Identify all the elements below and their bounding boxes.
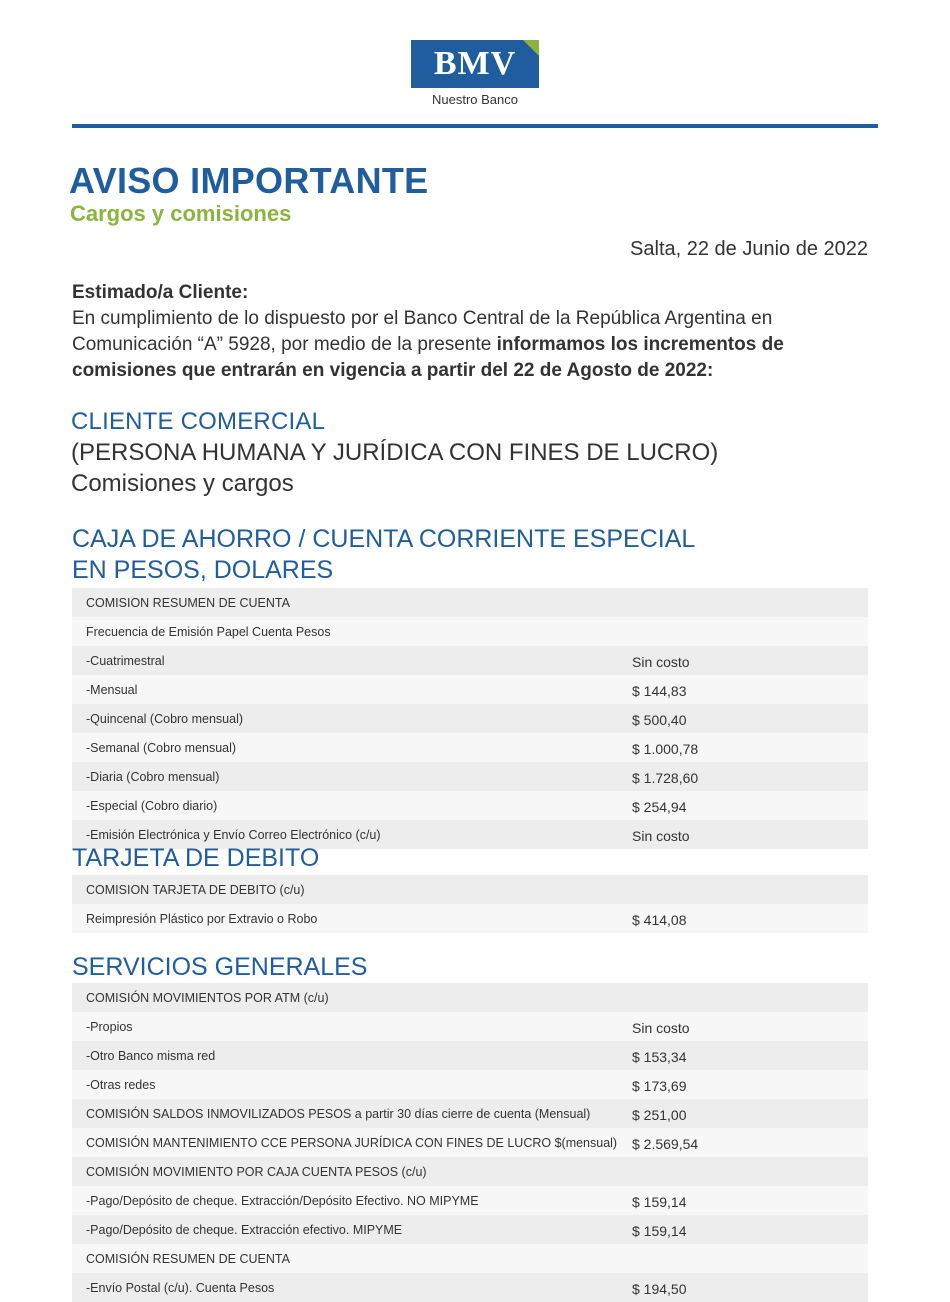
fee-row [72,983,868,1012]
fee-value: $ 1.728,60 [632,762,868,791]
fee-row [72,791,868,820]
fee-row [72,1099,868,1128]
logo-corner-triangle [523,40,539,56]
fee-label: COMISIÓN RESUMEN DE CUENTA [72,1244,632,1273]
section-title-servicios: SERVICIOS GENERALES [72,953,368,981]
fee-row [72,762,868,791]
greeting: Estimado/a Cliente: [72,282,249,303]
fee-row [72,875,868,904]
notice-title: AVISO IMPORTANTE [69,160,429,201]
fee-value [632,1157,868,1186]
fee-value: $ 159,14 [632,1215,868,1244]
fee-value: $ 251,00 [632,1099,868,1128]
fee-label: -Mensual [72,675,632,704]
fee-label: -Cuatrimestral [72,646,632,675]
fee-value: $ 144,83 [632,675,868,704]
fee-label: -Quincenal (Cobro mensual) [72,704,632,733]
fee-label: -Envío Postal (c/u). Cuenta Pesos [72,1273,632,1302]
fee-value: $ 1.000,78 [632,733,868,762]
fee-value: $ 254,94 [632,791,868,820]
fee-row [72,646,868,675]
fee-value: $ 500,40 [632,704,868,733]
fee-value: $ 173,69 [632,1070,868,1099]
fee-value: $ 153,34 [632,1041,868,1070]
fee-label: COMISION RESUMEN DE CUENTA [72,588,632,617]
fee-label: COMISION TARJETA DE DEBITO (c/u) [72,875,632,904]
section-title-caja [72,524,695,586]
fee-value: Sin costo [632,646,868,675]
fee-label: -Especial (Cobro diario) [72,791,632,820]
fee-row [72,1215,868,1244]
fees-table-tarjeta [72,875,868,933]
fee-label: -Pago/Depósito de cheque. Extracción efectivo. MIPYME [72,1215,632,1244]
fee-value: $ 194,50 [632,1273,868,1302]
fee-row [72,1273,868,1302]
fee-row [72,1041,868,1070]
fee-label: Frecuencia de Emisión Papel Cuenta Pesos [72,617,632,646]
fees-table-servicios [72,983,868,1302]
logo-tagline: Nuestro Banco [432,92,518,107]
logo-badge [411,40,539,88]
section-title-tarjeta: TARJETA DE DEBITO [72,844,320,872]
fee-row [72,1244,868,1273]
fee-label: Reimpresión Plástico por Extravio o Robo [72,904,632,933]
fee-row [72,1012,868,1041]
fee-label: -Otro Banco misma red [72,1041,632,1070]
fee-label: -Diaria (Cobro mensual) [72,762,632,791]
intro-body: En cumplimiento de lo dispuesto por el Banco Central de la República Argentina en Comunicación “A” 5928, por medio de la presente [72,308,773,355]
fee-value [632,875,868,904]
logo-text: BMV [433,45,517,82]
intro-paragraph [72,280,882,384]
fee-label: -Semanal (Cobro mensual) [72,733,632,762]
fee-row [72,1128,868,1157]
fee-value: $ 414,08 [632,904,868,933]
client-subtitle: (PERSONA HUMANA Y JURÍDICA CON FINES DE LUCRO) [71,439,719,466]
fee-row [72,1157,868,1186]
fee-value [632,617,868,646]
fee-label: -Emisión Electrónica y Envío Correo Electrónico (c/u) [72,820,632,849]
header-divider [72,124,878,128]
fee-value [632,983,868,1012]
fee-label: -Pago/Depósito de cheque. Extracción/Depósito Efectivo. NO MIPYME [72,1186,632,1215]
bank-logo [0,40,950,107]
fee-value: Sin costo [632,820,868,849]
fee-row [72,733,868,762]
fee-value: Sin costo [632,1012,868,1041]
fee-label: -Otras redes [72,1070,632,1099]
fee-row [72,675,868,704]
fee-value: $ 159,14 [632,1186,868,1215]
fee-label: COMISIÓN MOVIMIENTO POR CAJA CUENTA PESOS (c/u) [72,1157,632,1186]
notice-date: Salta, 22 de Junio de 2022 [630,238,868,260]
client-title: CLIENTE COMERCIAL [71,408,326,435]
fee-row [72,617,868,646]
notice-subtitle: Cargos y comisiones [70,201,292,226]
fees-table-caja [72,588,868,849]
fee-value: $ 2.569,54 [632,1128,868,1157]
section-title-line: CAJA DE AHORRO / CUENTA CORRIENTE ESPECIAL [72,525,696,553]
fee-label: COMISIÓN SALDOS INMOVILIZADOS PESOS a partir 30 días cierre de cuenta (Mensual) [72,1099,632,1128]
fee-label: -Propios [72,1012,632,1041]
client-fees-label: Comisiones y cargos [71,470,294,497]
fee-label: COMISIÓN MOVIMIENTOS POR ATM (c/u) [72,983,632,1012]
intro-body-bold: informamos los incrementos de comisiones que entrarán en vigencia a partir del 22 de Agosto de 2022: [72,334,784,381]
fee-value [632,588,868,617]
fee-row [72,588,868,617]
fee-row [72,704,868,733]
fee-row [72,1186,868,1215]
fee-row [72,1070,868,1099]
fee-label: COMISIÓN MANTENIMIENTO CCE PERSONA JURÍDICA CON FINES DE LUCRO $(mensual) [72,1128,632,1157]
section-title-line: EN PESOS, DOLARES [72,556,334,584]
fee-row [72,904,868,933]
fee-value [632,1244,868,1273]
